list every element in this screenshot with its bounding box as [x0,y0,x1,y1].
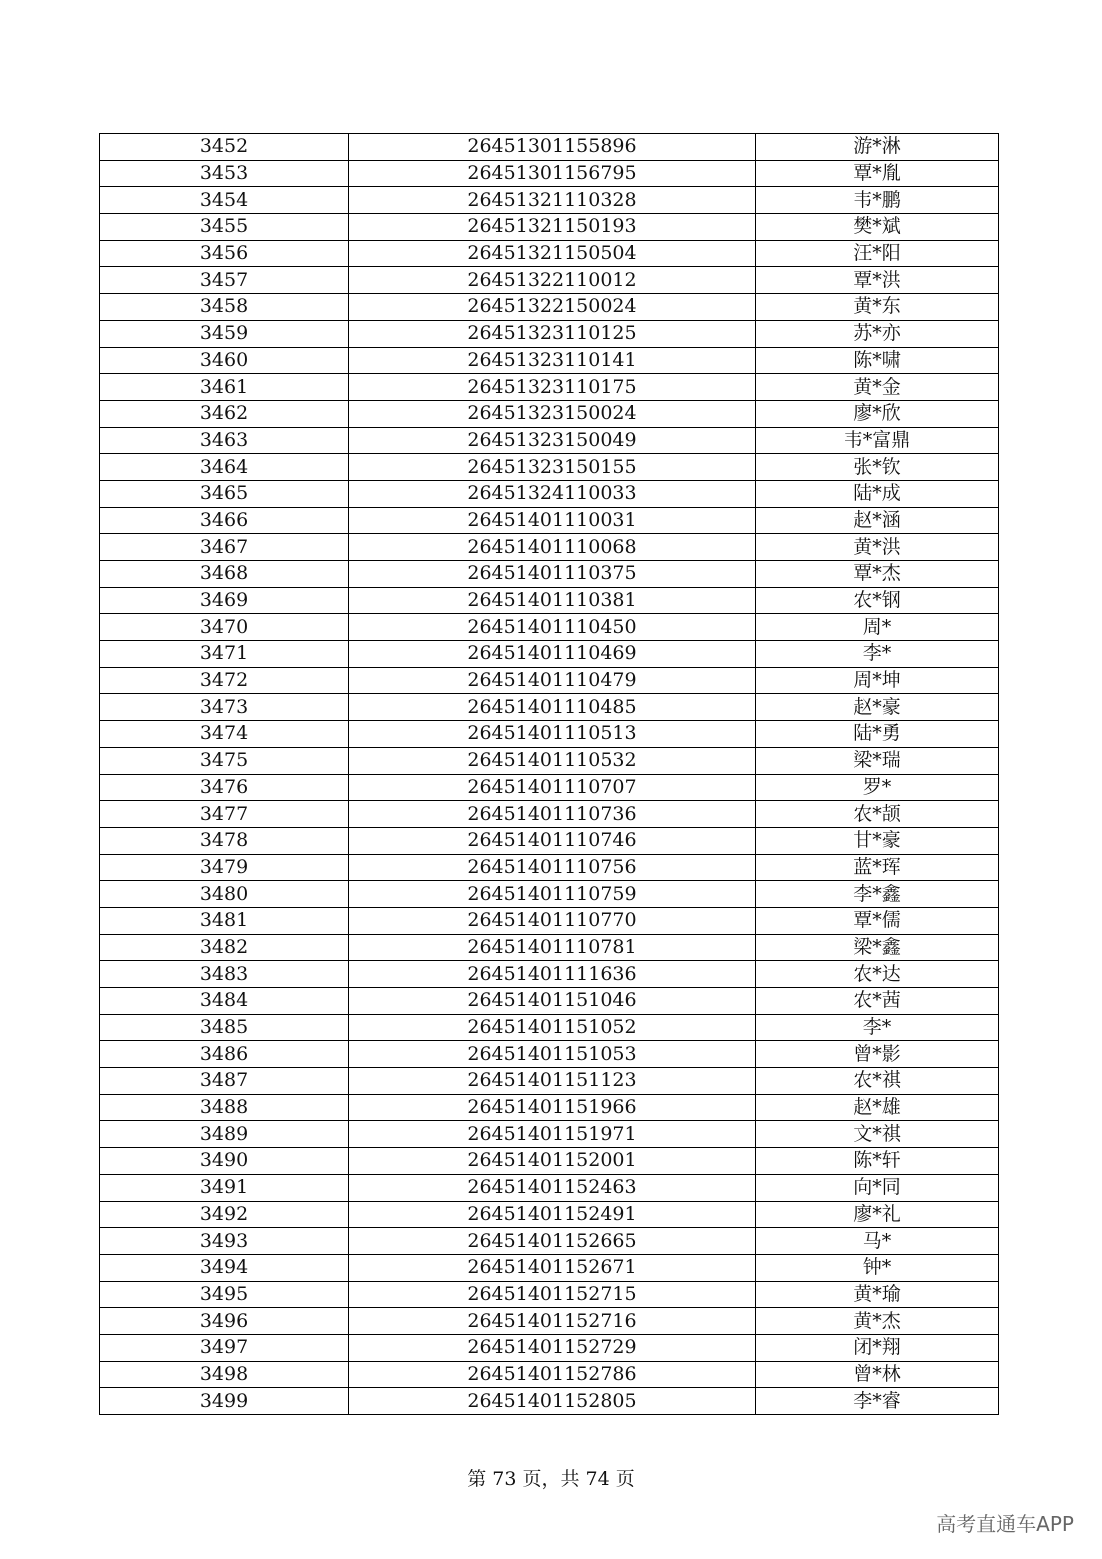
student-name-cell: 甘*豪 [756,827,999,854]
exam-number-cell: 26451401151052 [349,1014,756,1041]
serial-number-cell: 3498 [100,1361,349,1388]
admission-list-table [99,133,999,1415]
exam-number-cell: 26451401110781 [349,934,756,961]
serial-number-cell: 3489 [100,1121,349,1148]
student-name-cell: 廖*欣 [756,400,999,427]
serial-number-cell: 3496 [100,1308,349,1335]
exam-number-cell: 26451401110736 [349,801,756,828]
table-row [100,1041,999,1068]
exam-number-cell: 26451322110012 [349,267,756,294]
student-name-cell: 曾*影 [756,1041,999,1068]
exam-number-cell: 26451401110068 [349,534,756,561]
student-name-cell: 韦*富鼎 [756,427,999,454]
student-name-cell: 黄*东 [756,294,999,321]
serial-number-cell: 3477 [100,801,349,828]
table-row [100,614,999,641]
exam-number-cell: 26451301155896 [349,134,756,161]
student-name-cell: 农*达 [756,961,999,988]
table-row [100,320,999,347]
table-row [100,667,999,694]
serial-number-cell: 3453 [100,160,349,187]
exam-number-cell: 26451401151966 [349,1094,756,1121]
serial-number-cell: 3466 [100,507,349,534]
student-name-cell: 农*钢 [756,587,999,614]
student-name-cell: 罗* [756,774,999,801]
table-row [100,934,999,961]
serial-number-cell: 3467 [100,534,349,561]
serial-number-cell: 3483 [100,961,349,988]
serial-number-cell: 3485 [100,1014,349,1041]
student-name-cell: 钟* [756,1254,999,1281]
table-row [100,747,999,774]
student-name-cell: 农*茜 [756,988,999,1015]
table-row [100,1174,999,1201]
serial-number-cell: 3491 [100,1174,349,1201]
student-name-cell: 覃*洪 [756,267,999,294]
table-row [100,1254,999,1281]
table-row [100,881,999,908]
exam-number-cell: 26451401152665 [349,1228,756,1255]
student-name-cell: 赵*雄 [756,1094,999,1121]
exam-number-cell: 26451401152786 [349,1361,756,1388]
table-row [100,1334,999,1361]
serial-number-cell: 3473 [100,694,349,721]
student-name-cell: 覃*杰 [756,561,999,588]
table-row [100,534,999,561]
serial-number-cell: 3482 [100,934,349,961]
table-row [100,427,999,454]
table-row [100,1014,999,1041]
student-name-cell: 黄*洪 [756,534,999,561]
exam-number-cell: 26451401110450 [349,614,756,641]
exam-number-cell: 26451401152729 [349,1334,756,1361]
exam-number-cell: 26451401110759 [349,881,756,908]
exam-number-cell: 26451401110031 [349,507,756,534]
serial-number-cell: 3480 [100,881,349,908]
watermark-text: 高考直通车APP [936,1512,1074,1536]
exam-number-cell: 26451322150024 [349,294,756,321]
student-name-cell: 蓝*珲 [756,854,999,881]
table-row [100,774,999,801]
exam-number-cell: 26451301156795 [349,160,756,187]
serial-number-cell: 3471 [100,641,349,668]
serial-number-cell: 3493 [100,1228,349,1255]
exam-number-cell: 26451401110707 [349,774,756,801]
serial-number-cell: 3478 [100,827,349,854]
student-name-cell: 梁*鑫 [756,934,999,961]
exam-number-cell: 26451323110125 [349,320,756,347]
serial-number-cell: 3469 [100,587,349,614]
exam-number-cell: 26451401110469 [349,641,756,668]
exam-number-cell: 26451401152671 [349,1254,756,1281]
table-row [100,854,999,881]
table-row [100,1068,999,1095]
table-row [100,1388,999,1415]
serial-number-cell: 3488 [100,1094,349,1121]
table-row [100,694,999,721]
exam-number-cell: 26451401151046 [349,988,756,1015]
exam-number-cell: 26451401110485 [349,694,756,721]
student-name-cell: 梁*瑞 [756,747,999,774]
exam-number-cell: 26451324110033 [349,480,756,507]
exam-number-cell: 26451401151053 [349,1041,756,1068]
table-row [100,1281,999,1308]
serial-number-cell: 3481 [100,907,349,934]
table-row [100,1308,999,1335]
student-name-cell: 赵*涵 [756,507,999,534]
table-row [100,214,999,241]
serial-number-cell: 3465 [100,480,349,507]
serial-number-cell: 3455 [100,214,349,241]
exam-number-cell: 26451323150049 [349,427,756,454]
student-name-cell: 覃*儒 [756,907,999,934]
exam-number-cell: 26451401110479 [349,667,756,694]
exam-number-cell: 26451401151971 [349,1121,756,1148]
table-row [100,507,999,534]
exam-number-cell: 26451401152491 [349,1201,756,1228]
student-name-cell: 赵*豪 [756,694,999,721]
exam-number-cell: 26451401110746 [349,827,756,854]
table-row [100,374,999,401]
table-row [100,294,999,321]
table-row [100,961,999,988]
serial-number-cell: 3454 [100,187,349,214]
table-row [100,988,999,1015]
page-number-footer: 第 73 页，共 74 页 [467,1468,635,1490]
serial-number-cell: 3484 [100,988,349,1015]
serial-number-cell: 3462 [100,400,349,427]
serial-number-cell: 3472 [100,667,349,694]
table-row [100,721,999,748]
serial-number-cell: 3463 [100,427,349,454]
table-row [100,240,999,267]
serial-number-cell: 3492 [100,1201,349,1228]
exam-number-cell: 26451401152716 [349,1308,756,1335]
table-row [100,160,999,187]
student-name-cell: 黄*瑜 [756,1281,999,1308]
student-name-cell: 廖*礼 [756,1201,999,1228]
table-row [100,1361,999,1388]
serial-number-cell: 3494 [100,1254,349,1281]
student-name-cell: 陈*轩 [756,1148,999,1175]
student-name-cell: 黄*杰 [756,1308,999,1335]
student-name-cell: 樊*斌 [756,214,999,241]
table-row [100,587,999,614]
table-row [100,1201,999,1228]
table-row [100,1121,999,1148]
student-name-cell: 马* [756,1228,999,1255]
exam-number-cell: 26451401151123 [349,1068,756,1095]
student-name-cell: 曾*林 [756,1361,999,1388]
table-row [100,454,999,481]
table-row [100,134,999,161]
serial-number-cell: 3464 [100,454,349,481]
exam-number-cell: 26451321110328 [349,187,756,214]
table-row [100,827,999,854]
student-name-cell: 陆*勇 [756,721,999,748]
serial-number-cell: 3452 [100,134,349,161]
exam-number-cell: 26451401110513 [349,721,756,748]
table-row [100,1094,999,1121]
exam-number-cell: 26451401110375 [349,561,756,588]
serial-number-cell: 3456 [100,240,349,267]
student-name-cell: 周* [756,614,999,641]
student-name-cell: 陆*成 [756,480,999,507]
serial-number-cell: 3470 [100,614,349,641]
exam-number-cell: 26451401110381 [349,587,756,614]
exam-number-cell: 26451401110756 [349,854,756,881]
exam-number-cell: 26451401152463 [349,1174,756,1201]
serial-number-cell: 3486 [100,1041,349,1068]
student-name-cell: 李*鑫 [756,881,999,908]
exam-number-cell: 26451323150155 [349,454,756,481]
student-name-cell: 李* [756,1014,999,1041]
serial-number-cell: 3490 [100,1148,349,1175]
exam-number-cell: 26451401110532 [349,747,756,774]
exam-number-cell: 26451401152805 [349,1388,756,1415]
serial-number-cell: 3474 [100,721,349,748]
student-name-cell: 李*睿 [756,1388,999,1415]
table-row [100,347,999,374]
table-row [100,801,999,828]
table-row [100,561,999,588]
exam-number-cell: 26451323150024 [349,400,756,427]
student-name-cell: 游*淋 [756,134,999,161]
student-name-cell: 苏*亦 [756,320,999,347]
table-row [100,641,999,668]
student-name-cell: 农*颉 [756,801,999,828]
table-row [100,187,999,214]
exam-number-cell: 26451401111636 [349,961,756,988]
serial-number-cell: 3459 [100,320,349,347]
student-name-cell: 汪*阳 [756,240,999,267]
exam-number-cell: 26451321150504 [349,240,756,267]
serial-number-cell: 3461 [100,374,349,401]
student-name-cell: 张*钦 [756,454,999,481]
table-row [100,480,999,507]
student-name-cell: 文*祺 [756,1121,999,1148]
serial-number-cell: 3495 [100,1281,349,1308]
student-name-cell: 向*同 [756,1174,999,1201]
serial-number-cell: 3460 [100,347,349,374]
exam-number-cell: 26451401152715 [349,1281,756,1308]
exam-number-cell: 26451323110175 [349,374,756,401]
serial-number-cell: 3487 [100,1068,349,1095]
student-name-cell: 李* [756,641,999,668]
student-name-cell: 农*祺 [756,1068,999,1095]
table-row [100,907,999,934]
serial-number-cell: 3479 [100,854,349,881]
table-row [100,267,999,294]
exam-number-cell: 26451321150193 [349,214,756,241]
student-name-cell: 陈*啸 [756,347,999,374]
student-name-cell: 闭*翔 [756,1334,999,1361]
serial-number-cell: 3457 [100,267,349,294]
student-name-cell: 黄*金 [756,374,999,401]
serial-number-cell: 3499 [100,1388,349,1415]
student-name-cell: 覃*胤 [756,160,999,187]
student-name-cell: 韦*鹏 [756,187,999,214]
serial-number-cell: 3458 [100,294,349,321]
table-body [100,134,999,1415]
exam-number-cell: 26451401152001 [349,1148,756,1175]
table-row [100,1228,999,1255]
admission-list-table-container [99,133,998,1415]
student-name-cell: 周*坤 [756,667,999,694]
serial-number-cell: 3497 [100,1334,349,1361]
table-row [100,400,999,427]
exam-number-cell: 26451323110141 [349,347,756,374]
serial-number-cell: 3475 [100,747,349,774]
serial-number-cell: 3468 [100,561,349,588]
exam-number-cell: 26451401110770 [349,907,756,934]
table-row [100,1148,999,1175]
serial-number-cell: 3476 [100,774,349,801]
